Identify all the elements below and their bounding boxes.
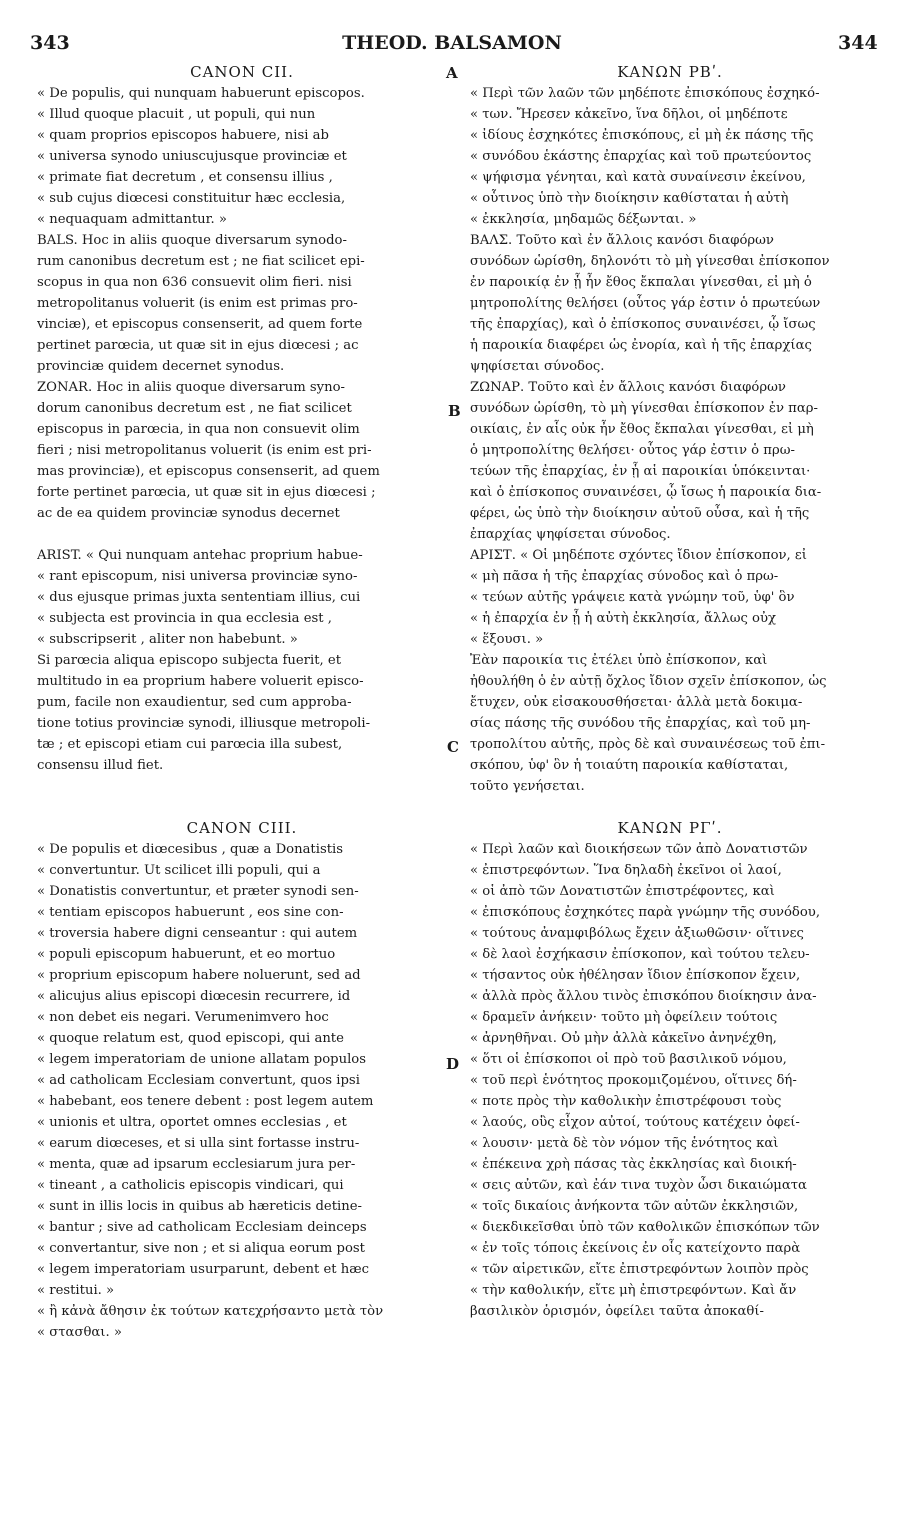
text-line: consensu illud fiet. — [37, 758, 164, 773]
text-line: « sub cujus diœcesi constituitur hæc ecclesia, — [37, 191, 346, 206]
text-line: « subjecta est provincia in qua ecclesia est , — [37, 611, 332, 626]
text-line: « nequaquam admittantur. » — [37, 212, 227, 227]
text-line: ψηφίσεται σύνοδος. — [470, 359, 605, 374]
text-line: « οἱ ἀπὸ τῶν Δονατιστῶν ἐπιστρέφοντες, καὶ — [470, 884, 775, 899]
canon-heading: ΚΑΝΩΝ ΡΓʹ. — [617, 819, 723, 837]
text-line: « τήσαντος οὐκ ἠθέλησαν ἴδιον ἐπίσκοπον ἔχειν, — [470, 968, 801, 983]
text-line: « τοῖς δικαίοις ἀνήκοντα τῶν αὐτῶν ἐκκλησιῶν, — [470, 1199, 799, 1214]
canon-heading: CANON CIII. — [186, 819, 298, 837]
text-line: « menta, quæ ad ipsarum ecclesiarum jura per- — [37, 1157, 356, 1172]
canon-heading: ΚΑΝΩΝ ΡΒʹ. — [617, 63, 723, 81]
text-line: « unionis et ultra, oportet omnes ecclesias , et — [37, 1115, 347, 1130]
text-line: BALS. Hoc in aliis quoque diversarum synodo- — [37, 233, 347, 248]
text-line: « οὗτινος ὑπὸ τὴν διοίκησιν καθίσταται ἡ αὐτὴ — [470, 191, 789, 206]
text-line: βασιλικὸν ὁρισμόν, ὀφείλει ταῦτα ἀποκαθί- — [470, 1304, 764, 1319]
text-line: « populi episcopum habuerunt, et eo mortuo — [37, 947, 336, 962]
text-line: « ψήφισμα γένηται, καὶ κατὰ συναίνεσιν ἐκείνου, — [470, 170, 806, 185]
text-line: tione totius provinciæ synodi, illiusque metropoli- — [37, 716, 371, 731]
text-line: « ἕξουσι. » — [470, 632, 544, 647]
text-line: « subscripserit , aliter non habebunt. » — [37, 632, 298, 647]
text-line: ARIST. « Qui nunquam antehac proprium habue- — [37, 548, 363, 563]
text-line: τῆς ἐπαρχίας), καὶ ὁ ἐπίσκοπος συναινέσει, ᾧ ἴσως — [470, 317, 816, 332]
text-line: « των. Ἤρεσεν κἀκεῖνο, ἵνα δῆλοι, οἱ μηδέποτε — [470, 107, 788, 122]
text-line: « sunt in illis locis in quibus ab hæreticis detine- — [37, 1199, 362, 1214]
text-line: « ad catholicam Ecclesiam convertunt, quos ipsi — [37, 1073, 360, 1088]
greek-canon-103 — [470, 818, 870, 1322]
canon-heading: CANON CII. — [190, 63, 294, 81]
latin-canon-102 — [37, 62, 447, 524]
left-column — [37, 62, 447, 1343]
text-line: ὁ μητροπολίτης θελήσει· οὗτος γάρ ἐστιν ὁ πρω- — [470, 443, 795, 458]
text-line: φέρει, ὡς ὑπὸ τὴν διοίκησιν αὐτοῦ οὖσα, καὶ ἡ τῆς — [470, 506, 810, 521]
text-line: « earum diœceses, et si ulla sint fortasse instru- — [37, 1136, 360, 1151]
text-line: « ἀρνηθῆναι. Οὐ μὴν ἀλλὰ κἀκεῖνο ἀνηνέχθη, — [470, 1031, 777, 1046]
text-line: « διεκδικεῖσθαι ὑπὸ τῶν καθολικῶν ἐπισκόπων τῶν — [470, 1220, 820, 1235]
text-line: « legem imperatoriam usurparunt, debent et hæc — [37, 1262, 370, 1277]
text-line: « tineant , a catholicis episcopis vindicari, qui — [37, 1178, 344, 1193]
text-line: « ἐπέκεινα χρὴ πάσας τὰς ἐκκλησίας καὶ διοική- — [470, 1157, 797, 1172]
text-line: « convertantur, sive non ; et si aliqua eorum post — [37, 1241, 365, 1256]
greek-canon-102 — [470, 62, 870, 545]
page-number-right: 344 — [838, 32, 878, 54]
text-line: « Illud quoque placuit , ut populi, qui nun — [37, 107, 316, 122]
text-line: ΑΡΙΣΤ. « Οἱ μηδέποτε σχόντες ἴδιον ἐπίσκοπον, εἰ — [470, 548, 807, 563]
text-line: « Donatistis convertuntur, et præter synodi sen- — [37, 884, 359, 899]
text-line: « primate fiat decretum , et consensu illius , — [37, 170, 333, 185]
text-line: « restitui. » — [37, 1283, 115, 1298]
text-line: ZONAR. Hoc in aliis quoque diversarum syno- — [37, 380, 346, 395]
text-line: « convertuntur. Ut scilicet illi populi, qui a — [37, 863, 321, 878]
text-line: « legem imperatoriam de unione allatam populos — [37, 1052, 367, 1067]
text-line: « λαούς, οὓς εἶχον αὐτοί, τούτους κατέχειν ὀφεί- — [470, 1115, 800, 1130]
text-line: multitudo in ea proprium habere voluerit episco- — [37, 674, 364, 689]
text-line: « στασθαι. » — [37, 1325, 122, 1340]
text-line: « non debet eis negari. Verumenimvero hoc — [37, 1010, 329, 1025]
text-line: « ἢ κἀνὰ ἄθησιν ἐκ τούτων κατεχρήσαντο μετὰ τὸν — [37, 1304, 384, 1319]
running-title: THEOD. BALSAMON — [342, 32, 562, 54]
text-line: « δὲ λαοὶ ἐσχήκασιν ἐπίσκοπον, καὶ τούτου τελευ- — [470, 947, 810, 962]
text-line: vinciæ), et episcopus consenserit, ad quem forte — [37, 317, 363, 332]
greek-aristenus-102 — [470, 545, 870, 797]
text-line: « μὴ πᾶσα ἡ τῆς ἐπαρχίας σύνοδος καὶ ὁ πρω- — [470, 569, 779, 584]
text-line: fieri ; nisi metropolitanus voluerit (is enim est pri- — [37, 443, 372, 458]
text-line: « quoque relatum est, quod episcopi, qui ante — [37, 1031, 344, 1046]
text-line: Si parœcia aliqua episcopo subjecta fuerit, et — [37, 653, 341, 668]
text-line: « tentiam episcopos habuerunt , eos sine con- — [37, 905, 344, 920]
text-line: « dus ejusque primas juxta sententiam illius, cui — [37, 590, 361, 605]
text-line: « ὅτι οἱ ἐπίσκοποι οἱ πρὸ τοῦ βασιλικοῦ νόμου, — [470, 1052, 787, 1067]
text-line: ac de ea quidem provinciæ synodus decernet — [37, 506, 340, 521]
text-line: « λουσιν· μετὰ δὲ τὸν νόμον τῆς ἑνότητος καὶ — [470, 1136, 779, 1151]
text-line: « τῶν αἱρετικῶν, εἴτε ἐπιστρεφόντων λοιπὸν πρὸς — [470, 1262, 809, 1277]
text-line: metropolitanus voluerit (is enim est primas pro- — [37, 296, 358, 311]
text-line: « σεις αὐτῶν, καὶ ἐάν τινα τυχὸν ὦσι δικαιώματα — [470, 1178, 807, 1193]
latin-aristenus-102 — [37, 545, 447, 776]
text-line: « ποτε πρὸς τὴν καθολικὴν ἐπιστρέφουσι τοὺς — [470, 1094, 782, 1109]
text-line: συνόδων ὡρίσθη, δηλονότι τὸ μὴ γίνεσθαι ἐπίσκοπον — [470, 254, 830, 269]
text-line: « quam proprios episcopos habuere, nisi ab — [37, 128, 329, 143]
text-line: « habebant, eos tenere debent : post legem autem — [37, 1094, 374, 1109]
text-line: σίας πάσης τῆς συνόδου τῆς ἐπαρχίας, καὶ τοῦ μη- — [470, 716, 811, 731]
text-line: τροπολίτου αὐτῆς, πρὸς δὲ καὶ συναινέσεως τοῦ ἐπι- — [470, 737, 826, 752]
text-line: « ἐκκλησία, μηδαμῶς δέξωνται. » — [470, 212, 697, 227]
text-line: « alicujus alius episcopi diœcesin recurrere, id — [37, 989, 351, 1004]
text-line: « δραμεῖν ἀνήκειν· τοῦτο μὴ ὀφείλειν τούτοις — [470, 1010, 778, 1025]
text-line: « De populis, qui nunquam habuerunt episcopos. — [37, 86, 365, 101]
text-line: « ἐπισκόπους ἐσχηκότες παρὰ γνώμην τῆς συνόδου, — [470, 905, 821, 920]
text-line: « τούτους ἀναμφιβόλως ἔχειν ἀξιωθῶσιν· οἵτινες — [470, 926, 804, 941]
text-line: mas provinciæ), et episcopus consenserit, ad quem — [37, 464, 380, 479]
margin-letter-b: B — [448, 402, 461, 420]
text-line: τοῦτο γενήσεται. — [470, 779, 585, 794]
text-line: « universa synodo uniuscujusque provinciæ et — [37, 149, 347, 164]
text-line: συνόδων ὡρίσθη, τὸ μὴ γίνεσθαι ἐπίσκοπον ἐν παρ- — [470, 401, 818, 416]
text-line: « τοῦ περὶ ἑνότητος προκομιζομένου, οἵτινες δή- — [470, 1073, 797, 1088]
text-line: « τὴν καθολικήν, εἴτε μὴ ἐπιστρεφόντων. Καὶ ἄν — [470, 1283, 797, 1298]
text-line: « ἐπιστρεφόντων. Ἵνα δηλαδὴ ἐκεῖνοι οἱ λαοί, — [470, 863, 782, 878]
margin-letter-d: D — [446, 1055, 460, 1073]
text-line: ΖΩΝΑΡ. Τοῦτο καὶ ἐν ἄλλοις κανόσι διαφόρων — [470, 380, 786, 395]
text-line: « rant episcopum, nisi universa provinciæ syno- — [37, 569, 358, 584]
latin-canon-103 — [37, 818, 447, 1343]
page-number-left: 343 — [30, 32, 70, 54]
text-line: « συνόδου ἑκάστης ἐπαρχίας καὶ τοῦ πρωτεύοντος — [470, 149, 812, 164]
text-line: ἐν παροικίᾳ ἐν ᾗ ἦν ἔθος ἔκπαλαι γίνεσθαι, εἰ μὴ ὁ — [470, 275, 812, 290]
text-line: tæ ; et episcopi etiam cui parœcia illa subest, — [37, 737, 343, 752]
text-line: οικίαις, ἐν αἷς οὐκ ἦν ἔθος ἔκπαλαι γίνεσθαι, εἰ μὴ — [470, 422, 814, 437]
text-line: Ἐὰν παροικία τις ἐτέλει ὑπὸ ἐπίσκοπον, καὶ — [470, 653, 768, 668]
text-line: τεύων τῆς ἐπαρχίας, ἐν ᾗ αἱ παροικίαι ὑπόκεινται· — [470, 464, 811, 479]
text-line: ΒΑΛΣ. Τοῦτο καὶ ἐν ἄλλοις κανόσι διαφόρων — [470, 233, 774, 248]
text-line: « ἀλλὰ πρὸς ἄλλου τινὸς ἐπισκόπου διοίκησιν ἀνα- — [470, 989, 817, 1004]
text-line: episcopus in parœcia, in qua non consuevit olim — [37, 422, 360, 437]
text-line: scopus in qua non 636 consuevit olim fieri. nisi — [37, 275, 352, 290]
text-line: « proprium episcopum habere noluerunt, sed ad — [37, 968, 361, 983]
text-line: pum, facile non exaudientur, sed cum approba- — [37, 695, 352, 710]
text-line: dorum canonibus decretum est , ne fiat scilicet — [37, 401, 352, 416]
text-line: « ἰδίους ἐσχηκότες ἐπισκόπους, εἰ μὴ ἐκ πάσης τῆς — [470, 128, 814, 143]
text-line: forte pertinet parœcia, ut quæ sit in ejus diœcesi ; — [37, 485, 376, 500]
text-line: provinciæ quidem decernet synodus. — [37, 359, 285, 374]
text-line: ἐπαρχίας ψηφίσεται σύνοδος. — [470, 527, 671, 542]
text-line: « ἡ ἐπαρχία ἐν ᾗ ἡ αὐτὴ ἐκκλησία, ἄλλως οὐχ — [470, 611, 776, 626]
text-line: rum canonibus decretum est ; ne fiat scilicet epi- — [37, 254, 365, 269]
text-line: « τεύων αὐτῆς γράψειε κατὰ γνώμην τοῦ, ὑφ' ὃν — [470, 590, 795, 605]
text-line: ἡ παροικία διαφέρει ὡς ἐνορία, καὶ ἡ τῆς ἐπαρχίας — [470, 338, 812, 353]
margin-letter-c: C — [447, 738, 459, 756]
text-line: σκόπου, ὑφ' ὃν ἡ τοιαύτη παροικία καθίσταται, — [470, 758, 789, 773]
right-column — [470, 62, 870, 1322]
text-line: « troversia habere digni censeantur : qui autem — [37, 926, 358, 941]
text-line: ἔτυχεν, οὐκ εἰσακουσθήσεται· ἀλλὰ μετὰ δοκιμα- — [470, 695, 803, 710]
text-line: « Περὶ λαῶν καὶ διοικήσεων τῶν ἀπὸ Δονατιστῶν — [470, 842, 808, 857]
margin-letter-a: A — [446, 64, 458, 82]
text-line: « bantur ; sive ad catholicam Ecclesiam deinceps — [37, 1220, 367, 1235]
text-line: « Περὶ τῶν λαῶν τῶν μηδέποτε ἐπισκόπους ἐσχηκό- — [470, 86, 820, 101]
text-line: ἠθουλήθη ὁ ἐν αὐτῇ ὄχλος ἴδιον σχεῖν ἐπίσκοπον, ὡς — [470, 674, 827, 689]
text-line: καὶ ὁ ἐπίσκοπος συναινέσει, ᾧ ἴσως ἡ παροικία δια- — [470, 485, 822, 500]
text-line: « De populis et diœcesibus , quæ a Donatistis — [37, 842, 344, 857]
text-line: pertinet parœcia, ut quæ sit in ejus diœcesi ; ac — [37, 338, 359, 353]
text-line: « ἐν τοῖς τόποις ἐκείνοις ἐν οἷς κατείχοντο παρὰ — [470, 1241, 801, 1256]
text-line: μητροπολίτης θελήσει (οὗτος γάρ ἐστιν ὁ πρωτεύων — [470, 296, 821, 311]
